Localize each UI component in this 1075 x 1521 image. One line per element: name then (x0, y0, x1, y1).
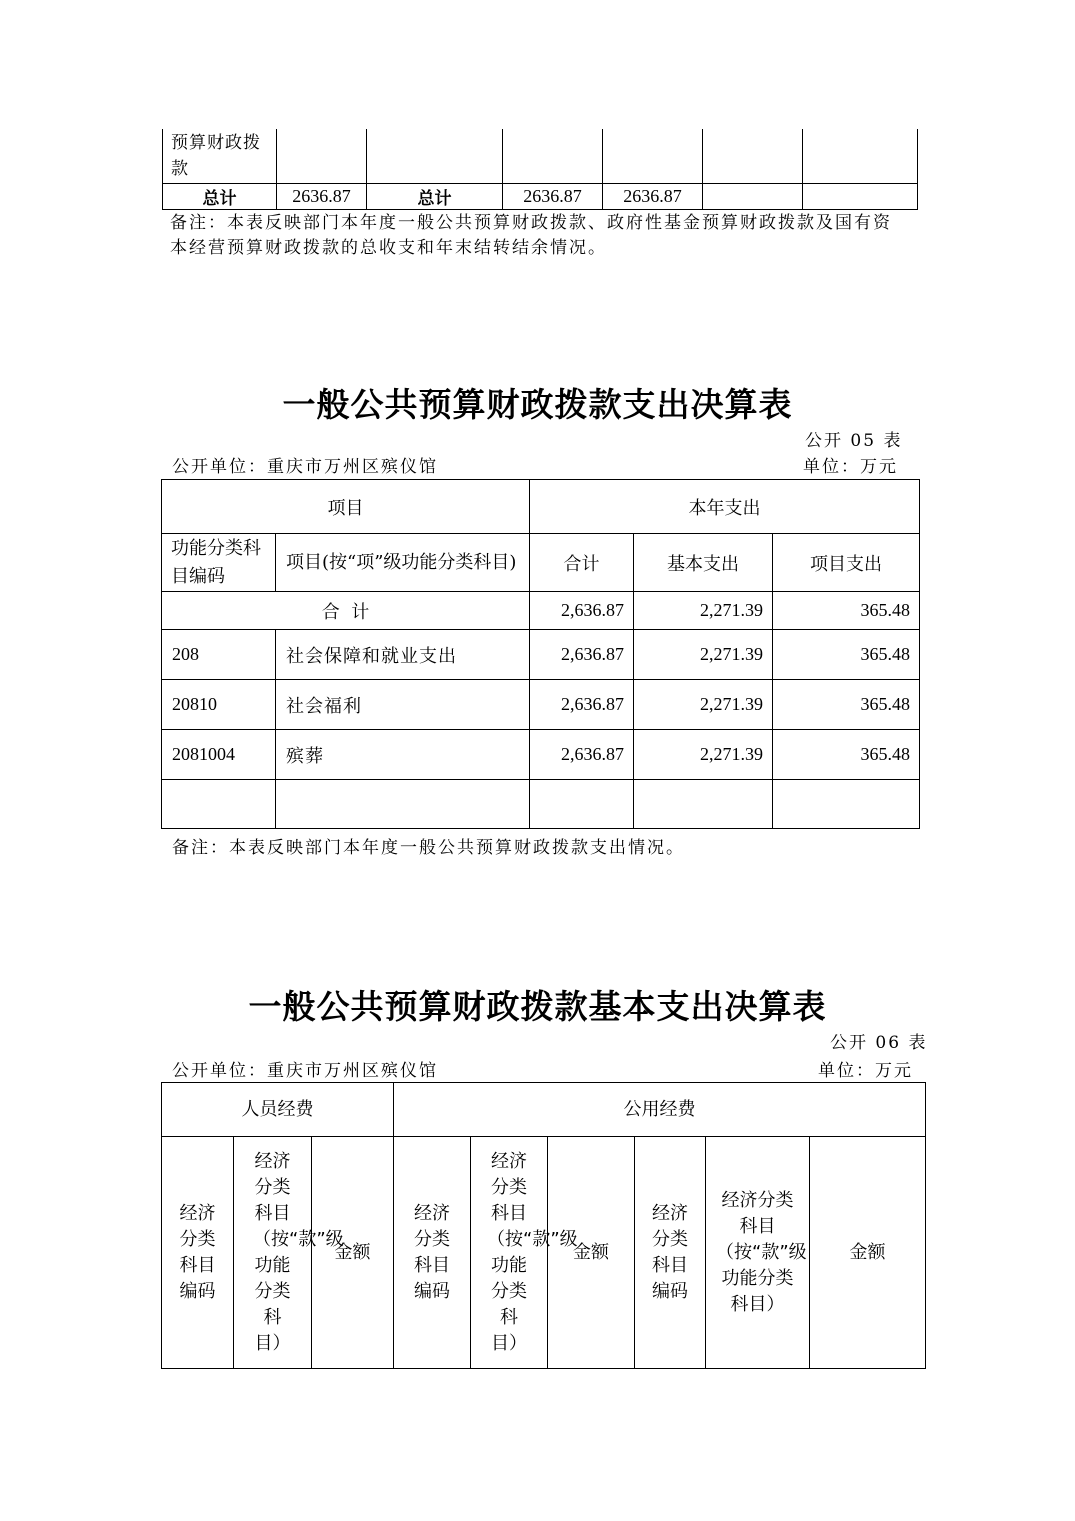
row-name: 殡葬 (276, 730, 530, 780)
total-row-total: 2,636.87 (530, 592, 634, 630)
row-project: 365.48 (773, 680, 920, 730)
row-name: 社会保障和就业支出 (276, 630, 530, 680)
table06-number: 公开 06 表 (830, 1033, 928, 1053)
empty-cell (162, 780, 276, 829)
total-value-left: 2636.87 (277, 183, 367, 209)
header-year-spend: 本年支出 (530, 480, 920, 534)
row-total: 2,636.87 (530, 680, 634, 730)
row-total: 2,636.87 (530, 630, 634, 680)
total-row-project: 365.48 (773, 592, 920, 630)
total-row-basic: 2,271.39 (634, 592, 773, 630)
row-code: 208 (162, 630, 276, 680)
table06-unit: 单位：万元 (818, 1061, 913, 1081)
row-code: 2081004 (162, 730, 276, 780)
empty-cell (773, 780, 920, 829)
row-basic: 2,271.39 (634, 730, 773, 780)
header-item: 项目 (162, 480, 530, 534)
table06-title: 一般公共预算财政拨款基本支出决算表 (248, 987, 827, 1026)
table06 (161, 1082, 926, 1369)
empty-cell (503, 129, 603, 183)
row-code: 20810 (162, 680, 276, 730)
h3-code-header: 经济分类科目编码 (635, 1137, 706, 1369)
row-basic: 2,271.39 (634, 630, 773, 680)
empty-row (162, 780, 920, 829)
table05-title: 一般公共预算财政拨款支出决算表 (282, 385, 793, 424)
empty-cell (276, 780, 530, 829)
h1-amount-header: 金额 (312, 1137, 394, 1369)
h3-name-header: 经济分类科目（按“款”级功能分类科目） (706, 1137, 810, 1369)
table05-org: 公开单位：重庆市万州区殡仪馆 (172, 457, 438, 477)
h2-amount-header: 金额 (548, 1137, 635, 1369)
col-basic-header: 基本支出 (634, 534, 773, 592)
table05 (161, 479, 920, 829)
empty-cell (367, 129, 503, 183)
empty-cell (277, 129, 367, 183)
carryover-note: 备注：本表反映部门本年度一般公共预算财政拨款、政府性基金预算财政拨款及国有资本经营预算财政拨款的总收支和年末结转结余情况。 (170, 213, 892, 258)
total-value-right-2: 2636.87 (603, 183, 703, 209)
empty-cell (703, 183, 803, 209)
empty-cell (803, 183, 918, 209)
total-value-right-1: 2636.87 (503, 183, 603, 209)
table-row (162, 680, 920, 730)
row-project: 365.48 (773, 730, 920, 780)
row-total: 2,636.87 (530, 730, 634, 780)
col-code-header: 功能分类科目编码 (162, 534, 276, 592)
h1-code-header: 经济分类科目编码 (162, 1137, 234, 1369)
empty-cell (703, 129, 803, 183)
h2-code-header: 经济分类科目编码 (394, 1137, 471, 1369)
row-label-cell (163, 129, 277, 183)
empty-cell (530, 780, 634, 829)
empty-cell (803, 129, 918, 183)
col-name-header: 项目(按“项”级功能分类科目) (276, 534, 530, 592)
h3-amount-header: 金额 (810, 1137, 926, 1369)
col-total-header: 合计 (530, 534, 634, 592)
empty-cell (603, 129, 703, 183)
table05-unit: 单位：万元 (803, 457, 898, 477)
row-label: 预算财政拨款 (171, 133, 261, 179)
total-label-left: 总计 (163, 183, 277, 209)
h1-name-header: 经济分类科目（按“款”级功能分类科目） (234, 1137, 312, 1369)
total-label-right: 总计 (367, 183, 503, 209)
empty-cell (634, 780, 773, 829)
table05-note: 备注：本表反映部门本年度一般公共预算财政拨款支出情况。 (172, 838, 685, 858)
table-row (162, 630, 920, 680)
col-project-header: 项目支出 (773, 534, 920, 592)
group-public: 公用经费 (394, 1083, 926, 1137)
row-basic: 2,271.39 (634, 680, 773, 730)
row-project: 365.48 (773, 630, 920, 680)
total-row-label: 合 计 (162, 592, 530, 630)
carryover-table-fragment (162, 129, 918, 210)
table05-number: 公开 05 表 (805, 431, 903, 451)
table-row (162, 730, 920, 780)
group-personnel: 人员经费 (162, 1083, 394, 1137)
h2-name-header: 经济分类科目（按“款”级功能分类科目） (471, 1137, 548, 1369)
row-name: 社会福利 (276, 680, 530, 730)
table06-org: 公开单位：重庆市万州区殡仪馆 (172, 1061, 438, 1081)
